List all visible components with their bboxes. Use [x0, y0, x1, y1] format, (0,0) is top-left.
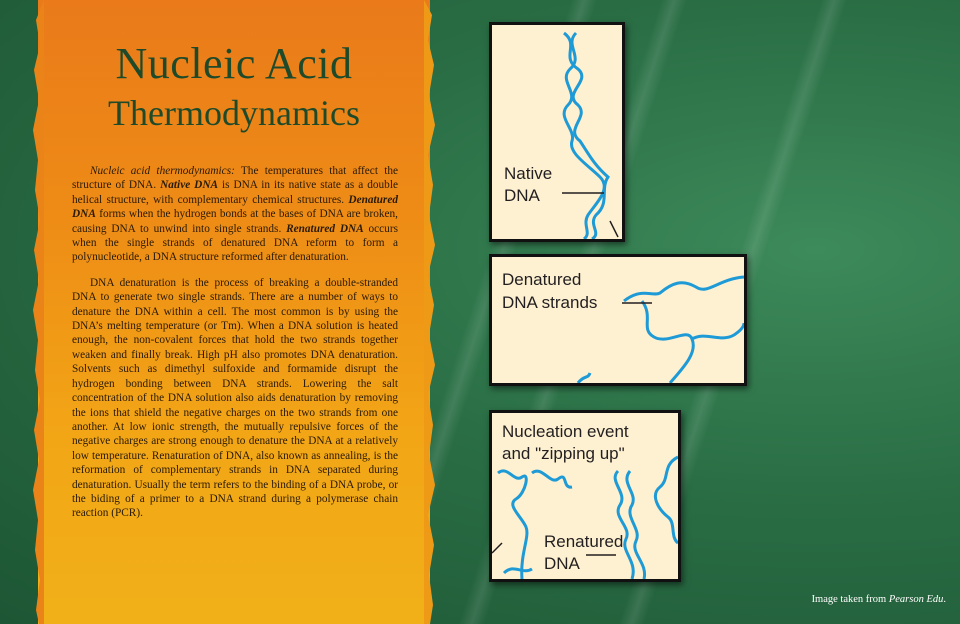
renatured-dna-figure	[489, 410, 681, 582]
credit-suffix: .	[943, 594, 946, 605]
denatured-label-line-1: Denatured	[502, 270, 582, 289]
term-thermodynamics: Nucleic acid thermodynamics:	[90, 165, 235, 177]
credit-source: Pearson Edu	[888, 594, 944, 605]
term-renatured-dna: Renatured DNA	[286, 222, 364, 235]
slide-title-line-1: Nucleic Acid	[115, 39, 353, 88]
denatured-dna-figure	[489, 254, 747, 386]
body-text	[72, 164, 398, 532]
credit-prefix: Image taken from	[811, 594, 889, 605]
image-credit	[812, 594, 946, 605]
term-denatured-dna: Denatured DNA	[72, 193, 398, 221]
native-dna-figure	[489, 22, 625, 242]
paragraph-denaturation: DNA denaturation is the process of breaking a double-stranded DNA to generate two single strands. There are a number of ways to denature the DNA within a cell. The most common is by using the DNA’s melting temperature (or Tm). When a DNA solution is heated enough, the non-covalent forces that hold the two strands together weaken and finally break. High pH also promotes DNA denaturation. Solvents such as dimethyl sulfoxide and formamide disrupt the hydrogen bonding between DNA strands. Lowering the salt concentration of the DNA solution also aids denaturation by removing the ions that shield the negative charges on the two strands from one another. At low ionic strength, the mutually repulsive forces of the negative charges are strong enough to denature the DNA at a relatively low temperature. Renaturation of DNA, also known as annealing, is the reformation of complementary strands in DNA separated during denaturation. Usually the term refers to the binding of a DNA probe, or the biding of a primer to a DNA strand during a polymerase chain reaction (PCR).	[72, 276, 398, 520]
text-run: is DNA in its native state as a double helical structure, with complementary chemical structures.	[72, 179, 398, 206]
denatured-label-line-2: DNA strands	[502, 293, 598, 312]
text-run: occurs when the single strands of denatured DNA reform to form a polynucleotide, a DNA structure reformed after denaturation.	[72, 222, 398, 264]
renatured-label-line-1: Renatured	[544, 532, 624, 551]
slide-title-line-2: Thermodynamics	[108, 93, 360, 133]
renatured-label-line-2: DNA	[544, 554, 580, 573]
nucleation-label-line-1: Nucleation event	[502, 422, 629, 441]
native-label-line-1: Native	[504, 164, 553, 183]
term-native-dna: Native DNA	[160, 179, 219, 192]
paragraph-definitions	[72, 164, 398, 265]
native-dna-helix	[492, 25, 622, 239]
text-run: The temperatures that affect the structure of DNA.	[72, 165, 398, 192]
native-label-line-2: DNA	[504, 186, 540, 205]
nucleation-label-line-2: and "zipping up"	[502, 444, 625, 463]
text-run: forms when the hydrogen bonds at the bases of DNA are broken, causing DNA to unwind into single strands.	[72, 208, 398, 235]
